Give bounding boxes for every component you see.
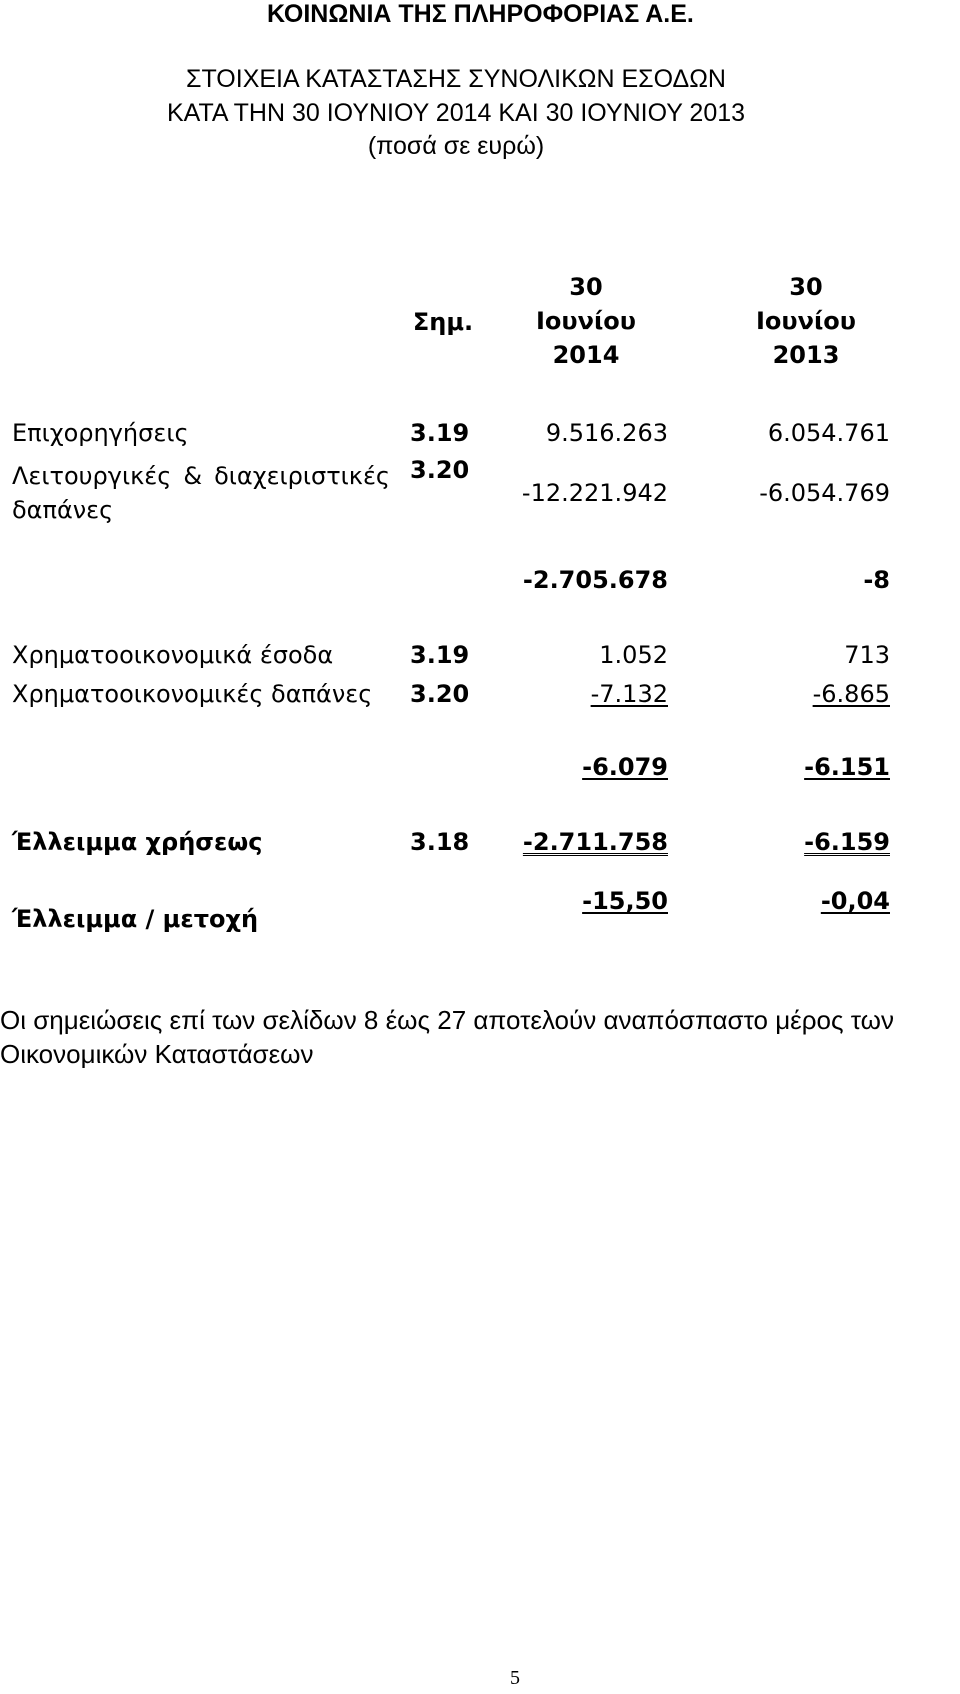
row-note: 3.19 xyxy=(410,419,470,447)
row-operating-expenses xyxy=(0,456,960,529)
value-2014: -2.711.758 xyxy=(522,828,668,856)
column-header-2013-month: Ιουνίου xyxy=(755,307,857,335)
value-2013: -6.159 xyxy=(804,828,890,856)
company-name: ΚΟΙΝΩΝΙΑ ΤΗΣ ΠΛΗΡΟΦΟΡΙΑΣ Α.Ε. xyxy=(267,0,694,28)
value-2013: -6.054.769 xyxy=(759,479,890,507)
statement-period: ΚΑΤΑ ΤΗΝ 30 ΙΟΥΝΙΟΥ 2014 ΚΑΙ 30 ΙΟΥΝΙΟΥ 2013 xyxy=(166,99,746,127)
value-2014: -7.132 xyxy=(590,680,668,708)
row-financial-expenses xyxy=(0,677,960,717)
value-2013: -6.865 xyxy=(812,680,890,708)
column-header-2014 xyxy=(500,270,672,372)
row-deficit-per-share xyxy=(0,884,960,954)
statement-title: ΣΤΟΙΧΕΙΑ ΚΑΤΑΣΤΑΣΗΣ ΣΥΝΟΛΙΚΩΝ ΕΣΟΔΩΝ xyxy=(186,65,726,93)
value-2014: -12.221.942 xyxy=(521,479,668,507)
column-header-2014-month: Ιουνίου xyxy=(535,307,637,335)
row-subtotal-financial xyxy=(0,750,960,790)
value-2014: 1.052 xyxy=(599,641,668,669)
column-header-2014-year: 2014 xyxy=(552,341,620,369)
page-number: 5 xyxy=(510,1667,520,1689)
row-label: Έλλειμμα χρήσεως xyxy=(12,828,263,856)
value-2014: -15,50 xyxy=(582,887,668,915)
column-header-2013 xyxy=(720,270,892,372)
row-note: 3.18 xyxy=(410,828,470,856)
row-note: 3.19 xyxy=(410,641,470,669)
column-header-2013-year: 2013 xyxy=(772,341,840,369)
value-2013: -8 xyxy=(863,566,890,594)
row-note: 3.20 xyxy=(410,456,470,484)
column-header-2013-day: 30 xyxy=(789,273,823,301)
row-label: Χρηματοοικονομικές δαπάνες xyxy=(12,680,373,708)
row-subtotal-operating xyxy=(0,563,960,603)
column-header-2014-day: 30 xyxy=(569,273,603,301)
value-2013: 713 xyxy=(844,641,890,669)
value-2014: 9.516.263 xyxy=(545,419,668,447)
row-financial-income xyxy=(0,638,960,678)
row-note: 3.20 xyxy=(410,680,470,708)
column-header-note: Σημ. xyxy=(412,308,474,336)
value-2013: -0,04 xyxy=(820,887,890,915)
value-2014: -6.079 xyxy=(582,753,668,781)
currency-note: (ποσά σε ευρώ) xyxy=(367,132,545,160)
row-label: Χρηματοοικονομικά έσοδα xyxy=(12,641,334,669)
value-2013: -6.151 xyxy=(804,753,890,781)
row-label: Έλλειμμα / μετοχή xyxy=(12,905,259,933)
row-deficit xyxy=(0,825,960,865)
value-2014: -2.705.678 xyxy=(522,566,668,594)
row-grants xyxy=(0,416,960,456)
value-2013: 6.054.761 xyxy=(767,419,890,447)
row-label: Επιχορηγήσεις xyxy=(12,419,189,447)
row-label: Λειτουργικές & διαχειριστικές δαπάνες xyxy=(12,462,390,524)
notes-footnote: Οι σημειώσεις επί των σελίδων 8 έως 27 αποτελούν αναπόσπαστο μέρος των Οικονομικών Καταστάσεων xyxy=(0,1005,894,1069)
